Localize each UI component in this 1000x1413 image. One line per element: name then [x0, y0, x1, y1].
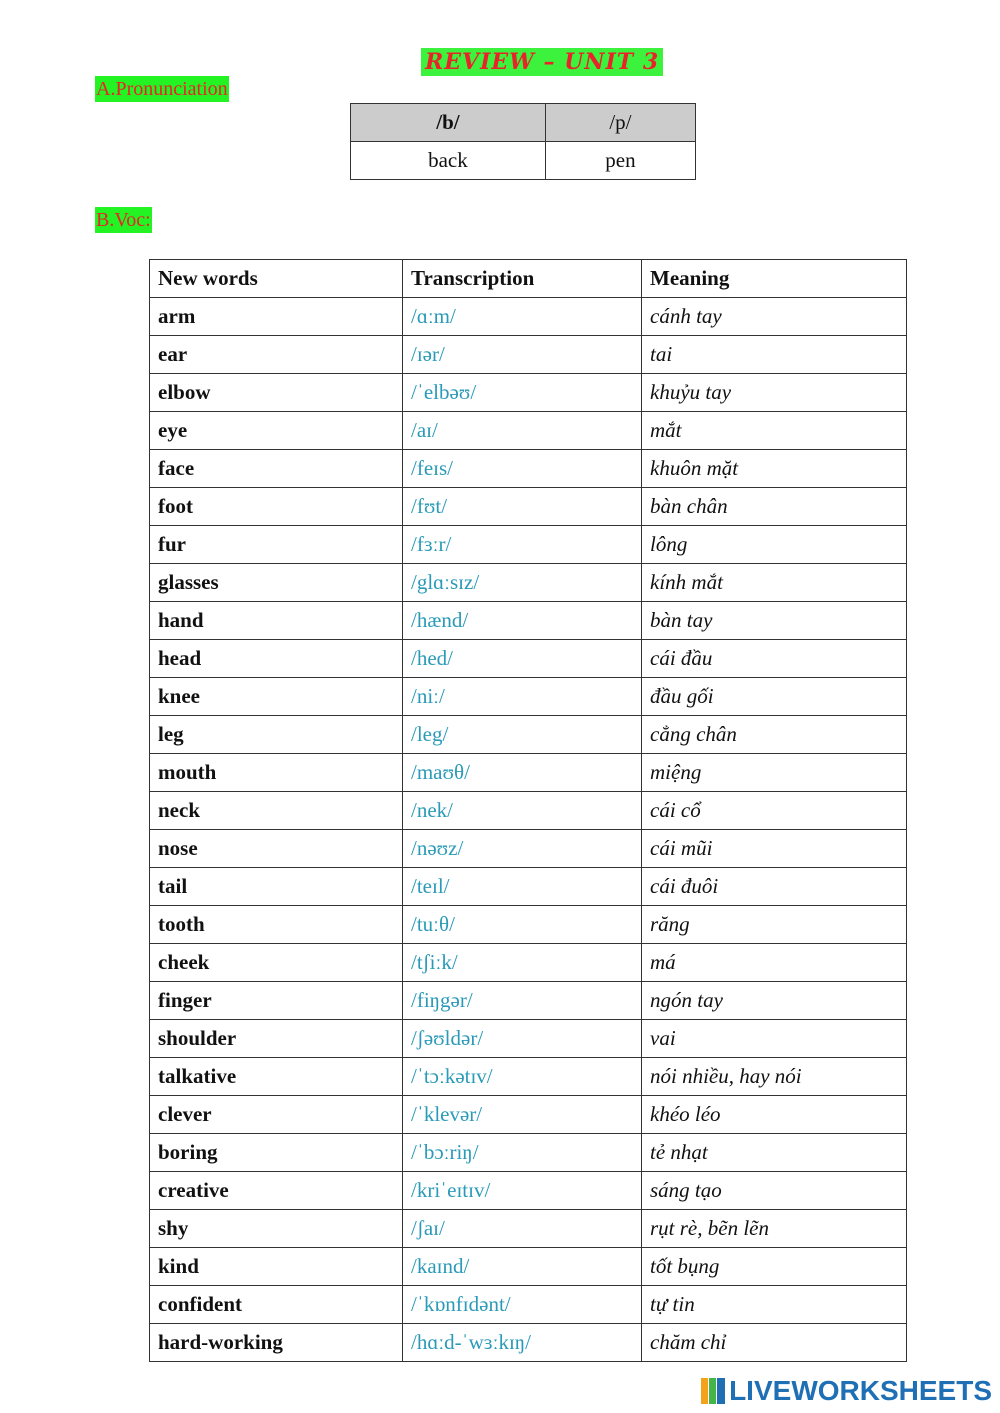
vocab-meaning: khuôn mặt: [642, 450, 907, 488]
vocab-meaning: rụt rè, bẽn lẽn: [642, 1210, 907, 1248]
vocab-meaning: bàn chân: [642, 488, 907, 526]
vocab-transcription: /tuːθ/: [403, 906, 642, 944]
vocab-meaning: khéo léo: [642, 1096, 907, 1134]
table-row: [150, 1134, 907, 1172]
vocab-transcription: /hænd/: [403, 602, 642, 640]
table-row: [150, 450, 907, 488]
liveworksheets-logo-icon: [701, 1378, 725, 1404]
vocab-transcription: /nəʊz/: [403, 830, 642, 868]
vocab-transcription: /ˈklevər/: [403, 1096, 642, 1134]
table-row: [150, 564, 907, 602]
vocab-transcription: /niː/: [403, 678, 642, 716]
table-row: [150, 944, 907, 982]
vocab-word: elbow: [150, 374, 403, 412]
table-row: [150, 412, 907, 450]
table-row: [150, 830, 907, 868]
vocab-word: ear: [150, 336, 403, 374]
liveworksheets-brand: [701, 1375, 992, 1407]
vocab-transcription: /glɑːsɪz/: [403, 564, 642, 602]
vocab-word: mouth: [150, 754, 403, 792]
table-row: [150, 298, 907, 336]
table-row: [150, 1210, 907, 1248]
vocab-meaning: răng: [642, 906, 907, 944]
pronunciation-header-row: [351, 104, 696, 142]
vocab-transcription: /kaɪnd/: [403, 1248, 642, 1286]
table-row: [150, 716, 907, 754]
vocab-word: finger: [150, 982, 403, 1020]
vocab-word: foot: [150, 488, 403, 526]
pronunciation-table: [350, 103, 696, 180]
page-title: REVIEW – UNIT 3: [421, 48, 663, 76]
vocab-word: head: [150, 640, 403, 678]
vocab-meaning: tốt bụng: [642, 1248, 907, 1286]
section-b-heading: B.Voc:: [96, 209, 151, 231]
vocab-meaning: mắt: [642, 412, 907, 450]
vocab-transcription: /ʃaɪ/: [403, 1210, 642, 1248]
vocab-transcription: /hɑːd-ˈwɜːkɪŋ/: [403, 1324, 642, 1362]
vocab-word: tooth: [150, 906, 403, 944]
vocab-word: glasses: [150, 564, 403, 602]
table-row: [150, 526, 907, 564]
vocab-transcription: /ʃəʊldər/: [403, 1020, 642, 1058]
table-row: [150, 1248, 907, 1286]
vocab-word: knee: [150, 678, 403, 716]
column-header-new-words: New words: [150, 260, 403, 298]
vocab-transcription: /ɑːm/: [403, 298, 642, 336]
vocab-word: creative: [150, 1172, 403, 1210]
vocab-transcription: /ˈbɔːriŋ/: [403, 1134, 642, 1172]
table-row: [150, 754, 907, 792]
table-row: [150, 1172, 907, 1210]
vocab-word: face: [150, 450, 403, 488]
vocab-meaning: nói nhiều, hay nói: [642, 1058, 907, 1096]
vocab-transcription: /nek/: [403, 792, 642, 830]
vocab-meaning: cái mũi: [642, 830, 907, 868]
table-row: [150, 336, 907, 374]
vocab-word: eye: [150, 412, 403, 450]
table-row: [150, 1020, 907, 1058]
vocab-meaning: vai: [642, 1020, 907, 1058]
table-row: [150, 1058, 907, 1096]
column-header-transcription: Transcription: [403, 260, 642, 298]
table-row: [150, 868, 907, 906]
vocab-meaning: kính mắt: [642, 564, 907, 602]
vocab-transcription: /aɪ/: [403, 412, 642, 450]
vocab-meaning: cái đuôi: [642, 868, 907, 906]
vocab-meaning: chăm chỉ: [642, 1324, 907, 1362]
vocab-word: leg: [150, 716, 403, 754]
table-row: [150, 640, 907, 678]
vocab-meaning: tự tin: [642, 1286, 907, 1324]
vocab-word: talkative: [150, 1058, 403, 1096]
vocab-word: fur: [150, 526, 403, 564]
vocab-meaning: đầu gối: [642, 678, 907, 716]
vocab-transcription: /maʊθ/: [403, 754, 642, 792]
vocab-transcription: /feɪs/: [403, 450, 642, 488]
section-a-heading: A.Pronunciation: [96, 78, 228, 100]
vocab-transcription: /fiŋgər/: [403, 982, 642, 1020]
table-row: [150, 792, 907, 830]
vocabulary-rows: [150, 298, 907, 1362]
vocab-meaning: miệng: [642, 754, 907, 792]
vocab-word: hard-working: [150, 1324, 403, 1362]
pronunciation-example-row: [351, 142, 696, 180]
vocab-meaning: tai: [642, 336, 907, 374]
vocab-word: tail: [150, 868, 403, 906]
vocab-meaning: bàn tay: [642, 602, 907, 640]
vocab-word: boring: [150, 1134, 403, 1172]
vocab-meaning: sáng tạo: [642, 1172, 907, 1210]
sound-p-example: pen: [545, 142, 695, 180]
vocab-transcription: /kriˈeɪtɪv/: [403, 1172, 642, 1210]
vocab-transcription: /ˈkɒnfɪdənt/: [403, 1286, 642, 1324]
table-row: [150, 374, 907, 412]
vocab-transcription: /ɪər/: [403, 336, 642, 374]
vocab-meaning: cánh tay: [642, 298, 907, 336]
vocabulary-table: [149, 259, 907, 1362]
vocab-meaning: tẻ nhạt: [642, 1134, 907, 1172]
table-row: [150, 488, 907, 526]
vocab-meaning: má: [642, 944, 907, 982]
vocab-transcription: /tʃiːk/: [403, 944, 642, 982]
vocab-word: confident: [150, 1286, 403, 1324]
vocab-transcription: /teɪl/: [403, 868, 642, 906]
vocab-meaning: ngón tay: [642, 982, 907, 1020]
vocab-transcription: /hed/: [403, 640, 642, 678]
table-row: [150, 678, 907, 716]
vocab-transcription: /ˈelbəʊ/: [403, 374, 642, 412]
sound-p-header: /p/: [545, 104, 695, 142]
column-header-meaning: Meaning: [642, 260, 907, 298]
vocab-word: shoulder: [150, 1020, 403, 1058]
vocab-transcription: /ˈtɔːkətɪv/: [403, 1058, 642, 1096]
table-row: [150, 982, 907, 1020]
table-row: [150, 1096, 907, 1134]
vocab-word: kind: [150, 1248, 403, 1286]
vocab-word: cheek: [150, 944, 403, 982]
vocab-word: clever: [150, 1096, 403, 1134]
vocab-word: neck: [150, 792, 403, 830]
vocab-transcription: /leg/: [403, 716, 642, 754]
vocab-word: nose: [150, 830, 403, 868]
vocab-meaning: khuỷu tay: [642, 374, 907, 412]
table-row: [150, 1286, 907, 1324]
vocab-meaning: cái đầu: [642, 640, 907, 678]
table-row: [150, 1324, 907, 1362]
vocab-meaning: cẳng chân: [642, 716, 907, 754]
vocab-meaning: lông: [642, 526, 907, 564]
brand-name: LIVEWORKSHEETS: [729, 1375, 992, 1406]
vocab-transcription: /fʊt/: [403, 488, 642, 526]
vocab-word: hand: [150, 602, 403, 640]
table-row: [150, 602, 907, 640]
vocab-word: shy: [150, 1210, 403, 1248]
vocab-transcription: /fɜːr/: [403, 526, 642, 564]
sound-b-example: back: [351, 142, 546, 180]
vocabulary-header-row: [150, 260, 907, 298]
vocab-meaning: cái cổ: [642, 792, 907, 830]
vocab-word: arm: [150, 298, 403, 336]
table-row: [150, 906, 907, 944]
sound-b-header: /b/: [351, 104, 546, 142]
